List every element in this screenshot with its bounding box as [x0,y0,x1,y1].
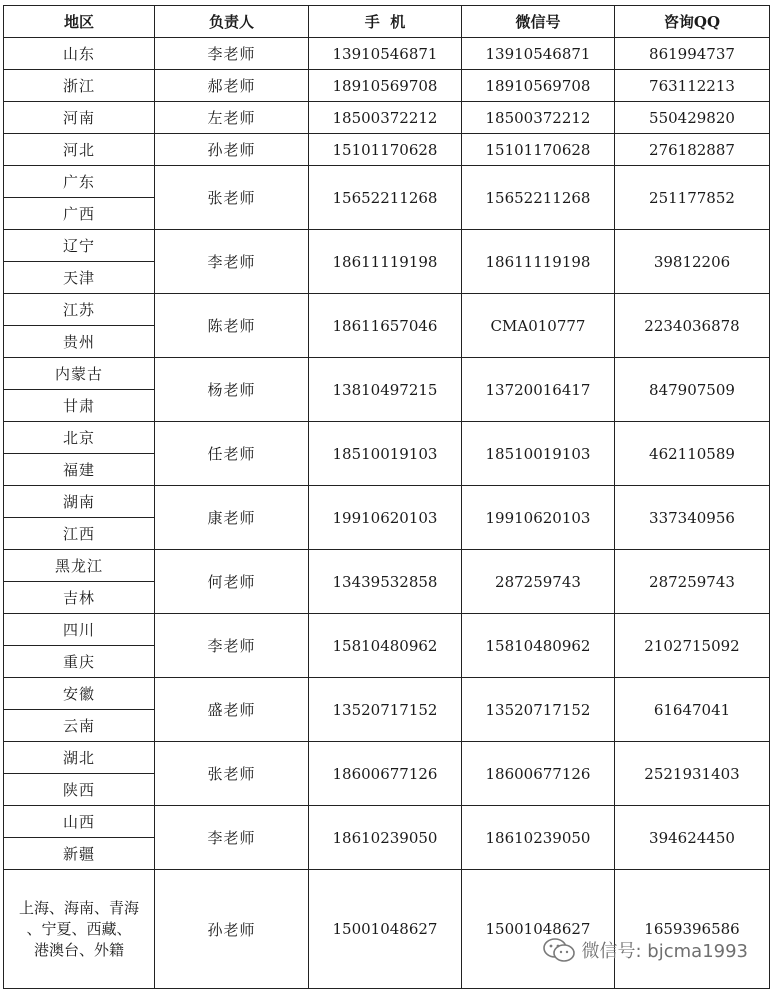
wechat-cell: 19910620103 [462,486,615,550]
table-row-last [4,870,770,989]
phone-cell: 15652211268 [309,166,462,230]
qq-cell: 550429820 [615,102,770,134]
person-cell: 李老师 [155,230,309,294]
person-cell: 杨老师 [155,358,309,422]
phone-cell: 18510019103 [309,422,462,486]
phone-cell: 18910569708 [309,70,462,102]
region-cell: 广东 [4,166,155,198]
qq-cell: 251177852 [615,166,770,230]
region-cell: 湖北 [4,742,155,774]
qq-cell: 2521931403 [615,742,770,806]
phone-cell: 18500372212 [309,102,462,134]
region-cell: 安徽 [4,678,155,710]
table-row [4,806,770,838]
wechat-cell: 18510019103 [462,422,615,486]
region-cell: 辽宁 [4,230,155,262]
table-row [4,230,770,262]
qq-cell: 462110589 [615,422,770,486]
table-row [4,678,770,710]
region-cell: 云南 [4,710,155,742]
phone-cell: 18611657046 [309,294,462,358]
region-line: 上海、海南、青海 [18,898,139,917]
qq-cell: 1659396586 [615,870,770,989]
wechat-cell: 18910569708 [462,70,615,102]
region-cell: 甘肃 [4,390,155,422]
wechat-cell: 13910546871 [462,38,615,70]
person-cell: 李老师 [155,806,309,870]
table-row [4,742,770,774]
person-cell: 张老师 [155,742,309,806]
qq-cell: 337340956 [615,486,770,550]
region-cell: 北京 [4,422,155,454]
qq-cell: 2234036878 [615,294,770,358]
region-cell: 重庆 [4,646,155,678]
region-cell: 内蒙古 [4,358,155,390]
phone-cell: 18610239050 [309,806,462,870]
person-cell: 盛老师 [155,678,309,742]
qq-cell: 763112213 [615,70,770,102]
phone-cell: 13810497215 [309,358,462,422]
table-row [4,166,770,198]
region-line: 、宁夏、西藏、 [26,919,132,938]
wechat-cell: CMA010777 [462,294,615,358]
phone-cell: 15101170628 [309,134,462,166]
phone-cell: 13439532858 [309,550,462,614]
region-cell: 山东 [4,38,155,70]
table-row [4,358,770,390]
wechat-cell: 13720016417 [462,358,615,422]
qq-cell: 2102715092 [615,614,770,678]
header-person: 负责人 [155,6,309,38]
header-qq: 咨询QQ [615,6,770,38]
person-cell: 李老师 [155,614,309,678]
table-row [4,70,770,102]
watermark-text: 微信号: bjcma1993 [581,941,748,962]
table-row [4,102,770,134]
qq-cell: 276182887 [615,134,770,166]
person-cell: 何老师 [155,550,309,614]
wechat-cell: 18611119198 [462,230,615,294]
wechat-cell: 15101170628 [462,134,615,166]
person-cell: 张老师 [155,166,309,230]
qq-cell: 287259743 [615,550,770,614]
wechat-cell: 18610239050 [462,806,615,870]
wechat-cell: 18600677126 [462,742,615,806]
wechat-cell: 15001048627 [462,870,615,989]
wechat-icon [542,937,576,963]
table-row [4,550,770,582]
region-cell: 河南 [4,102,155,134]
watermark [542,937,748,963]
qq-cell: 39812206 [615,230,770,294]
region-cell: 山西 [4,806,155,838]
qq-cell: 394624450 [615,806,770,870]
contact-table [3,5,770,989]
person-cell: 李老师 [155,38,309,70]
phone-cell: 13520717152 [309,678,462,742]
person-cell: 康老师 [155,486,309,550]
region-cell: 吉林 [4,582,155,614]
person-cell: 郝老师 [155,70,309,102]
wechat-cell: 15652211268 [462,166,615,230]
region-cell: 福建 [4,454,155,486]
region-cell: 黑龙江 [4,550,155,582]
region-cell: 湖南 [4,486,155,518]
phone-cell: 18611119198 [309,230,462,294]
region-cell: 江西 [4,518,155,550]
region-line: 港澳台、外籍 [33,940,124,959]
qq-cell: 847907509 [615,358,770,422]
region-cell: 广西 [4,198,155,230]
phone-cell: 13910546871 [309,38,462,70]
phone-cell: 19910620103 [309,486,462,550]
phone-cell: 15001048627 [309,870,462,989]
region-cell: 四川 [4,614,155,646]
header-region: 地区 [4,6,155,38]
region-cell: 天津 [4,262,155,294]
region-cell: 浙江 [4,70,155,102]
table-row [4,486,770,518]
table-row [4,614,770,646]
table-row [4,38,770,70]
table-row [4,422,770,454]
region-cell: 新疆 [4,838,155,870]
person-cell: 任老师 [155,422,309,486]
header-row [4,6,770,38]
wechat-cell: 13520717152 [462,678,615,742]
person-cell: 孙老师 [155,870,309,989]
region-cell-multi [4,870,155,989]
phone-cell: 18600677126 [309,742,462,806]
region-cell: 江苏 [4,294,155,326]
person-cell: 孙老师 [155,134,309,166]
person-cell: 陈老师 [155,294,309,358]
wechat-cell: 15810480962 [462,614,615,678]
table-row [4,134,770,166]
table-row [4,294,770,326]
region-cell: 河北 [4,134,155,166]
phone-cell: 15810480962 [309,614,462,678]
region-cell: 贵州 [4,326,155,358]
region-cell: 陕西 [4,774,155,806]
wechat-cell: 287259743 [462,550,615,614]
header-wechat: 微信号 [462,6,615,38]
qq-cell: 61647041 [615,678,770,742]
qq-cell: 861994737 [615,38,770,70]
header-phone: 手 机 [309,6,462,38]
person-cell: 左老师 [155,102,309,134]
table-body [4,38,770,989]
wechat-cell: 18500372212 [462,102,615,134]
